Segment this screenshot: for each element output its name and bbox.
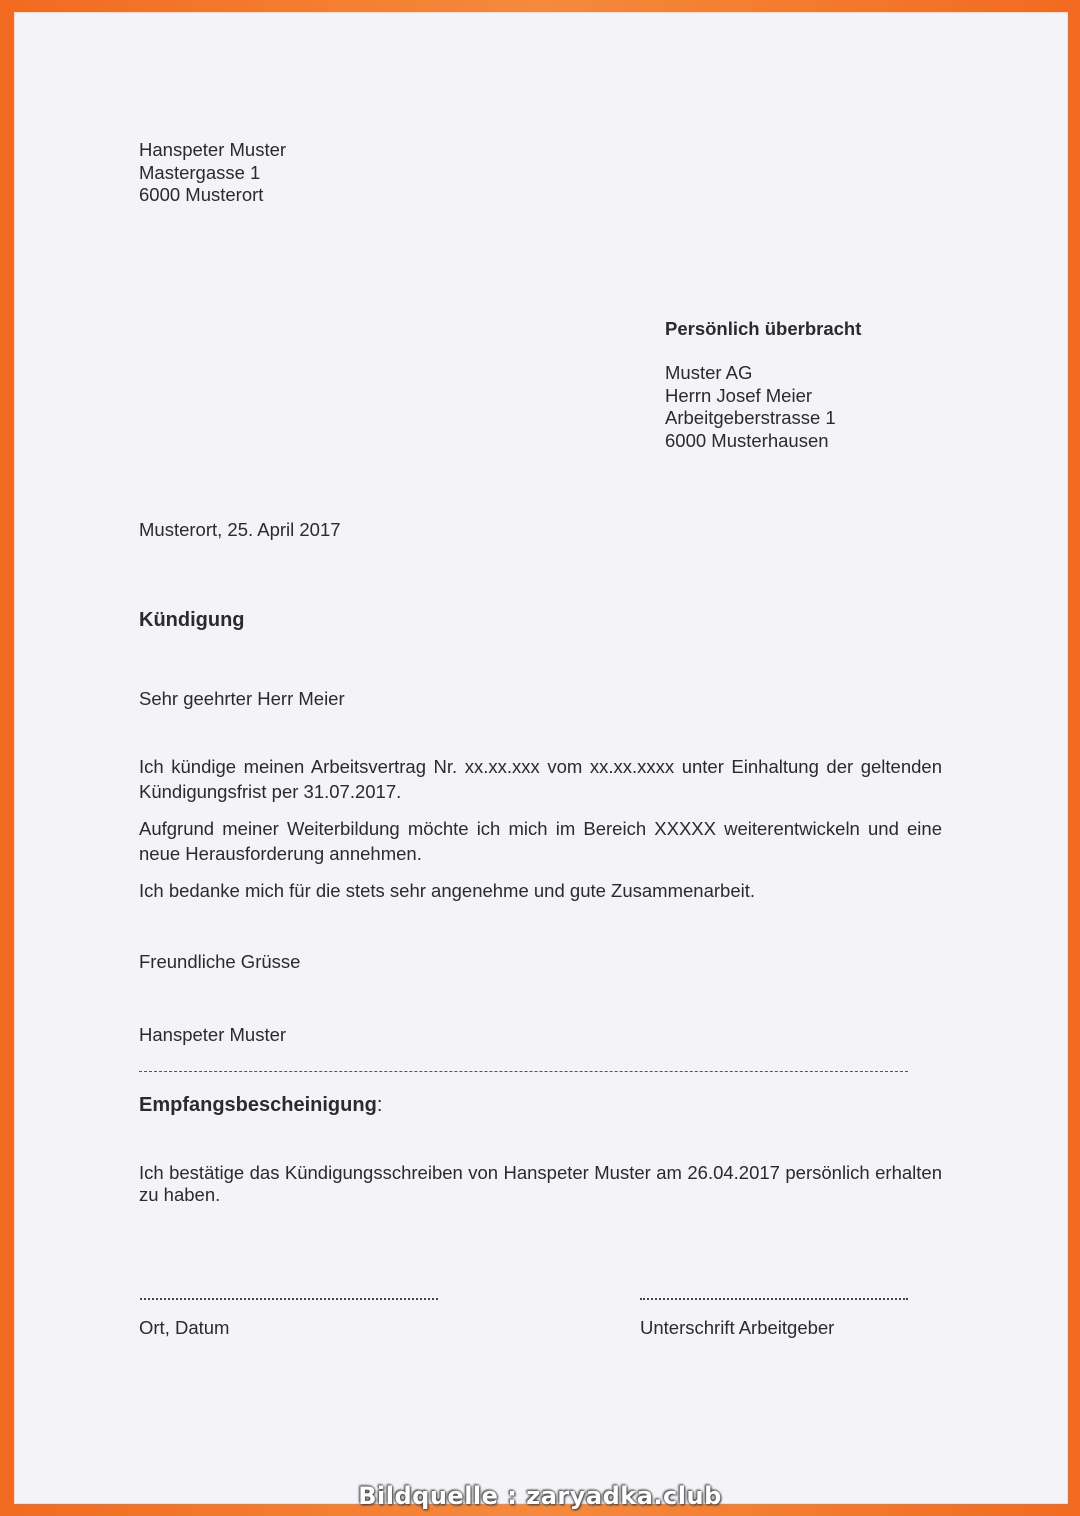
delivery-note: Persönlich überbracht: [665, 318, 862, 339]
sender-street: Mastergasse 1: [139, 161, 261, 183]
image-source-caption: Bildquelle : zaryadka.club: [358, 1482, 722, 1510]
salutation: Sehr geehrter Herr Meier: [139, 688, 345, 709]
signature-label: Unterschrift Arbeitgeber: [640, 1317, 835, 1338]
letter-subject: Kündigung: [139, 609, 245, 631]
sender-name: Hanspeter Muster: [139, 139, 287, 160]
receipt-title: Empfangsbescheinigung: [139, 1094, 377, 1116]
recipient-city: 6000 Musterhausen: [665, 429, 829, 451]
recipient-street: Arbeitgeberstrasse 1: [665, 407, 836, 428]
receipt-heading: [139, 1094, 382, 1117]
receipt-colon: :: [376, 1094, 383, 1116]
recipient-company: Muster AG: [665, 362, 753, 383]
signature-line: [640, 1298, 908, 1300]
place-date-label: Ort, Datum: [139, 1317, 230, 1338]
body-paragraph-3: Ich bedanke mich für die stets sehr angenehme und gute Zusammenarbeit.: [139, 880, 755, 901]
body-paragraph-2: Aufgrund meiner Weiterbildung möchte ich mich im Bereich XXXXX weiterentwickeln und eine neue Herausforderung annehmen.: [139, 818, 942, 864]
receipt-text: Ich bestätige das Kündigungsschreiben von Hanspeter Muster am 26.04.2017 persönlich erhalten zu haben.: [139, 1162, 942, 1205]
place-date-line: [140, 1298, 438, 1300]
recipient-address: [665, 362, 836, 452]
date-line: Musterort, 25. April 2017: [139, 519, 341, 540]
body-paragraph-1: Ich kündige meinen Arbeitsvertrag Nr. xx.xx.xxx vom xx.xx.xxxx unter Einhaltung der geltenden Kündigungsfrist per 31.07.2017.: [139, 756, 942, 802]
signature-name: Hanspeter Muster: [139, 1024, 287, 1045]
recipient-person: Herrn Josef Meier: [665, 384, 813, 406]
closing-phrase: Freundliche Grüsse: [139, 951, 301, 972]
dashed-divider: [139, 1071, 908, 1072]
sender-address: [139, 139, 286, 207]
sender-city: 6000 Musterort: [139, 184, 264, 205]
